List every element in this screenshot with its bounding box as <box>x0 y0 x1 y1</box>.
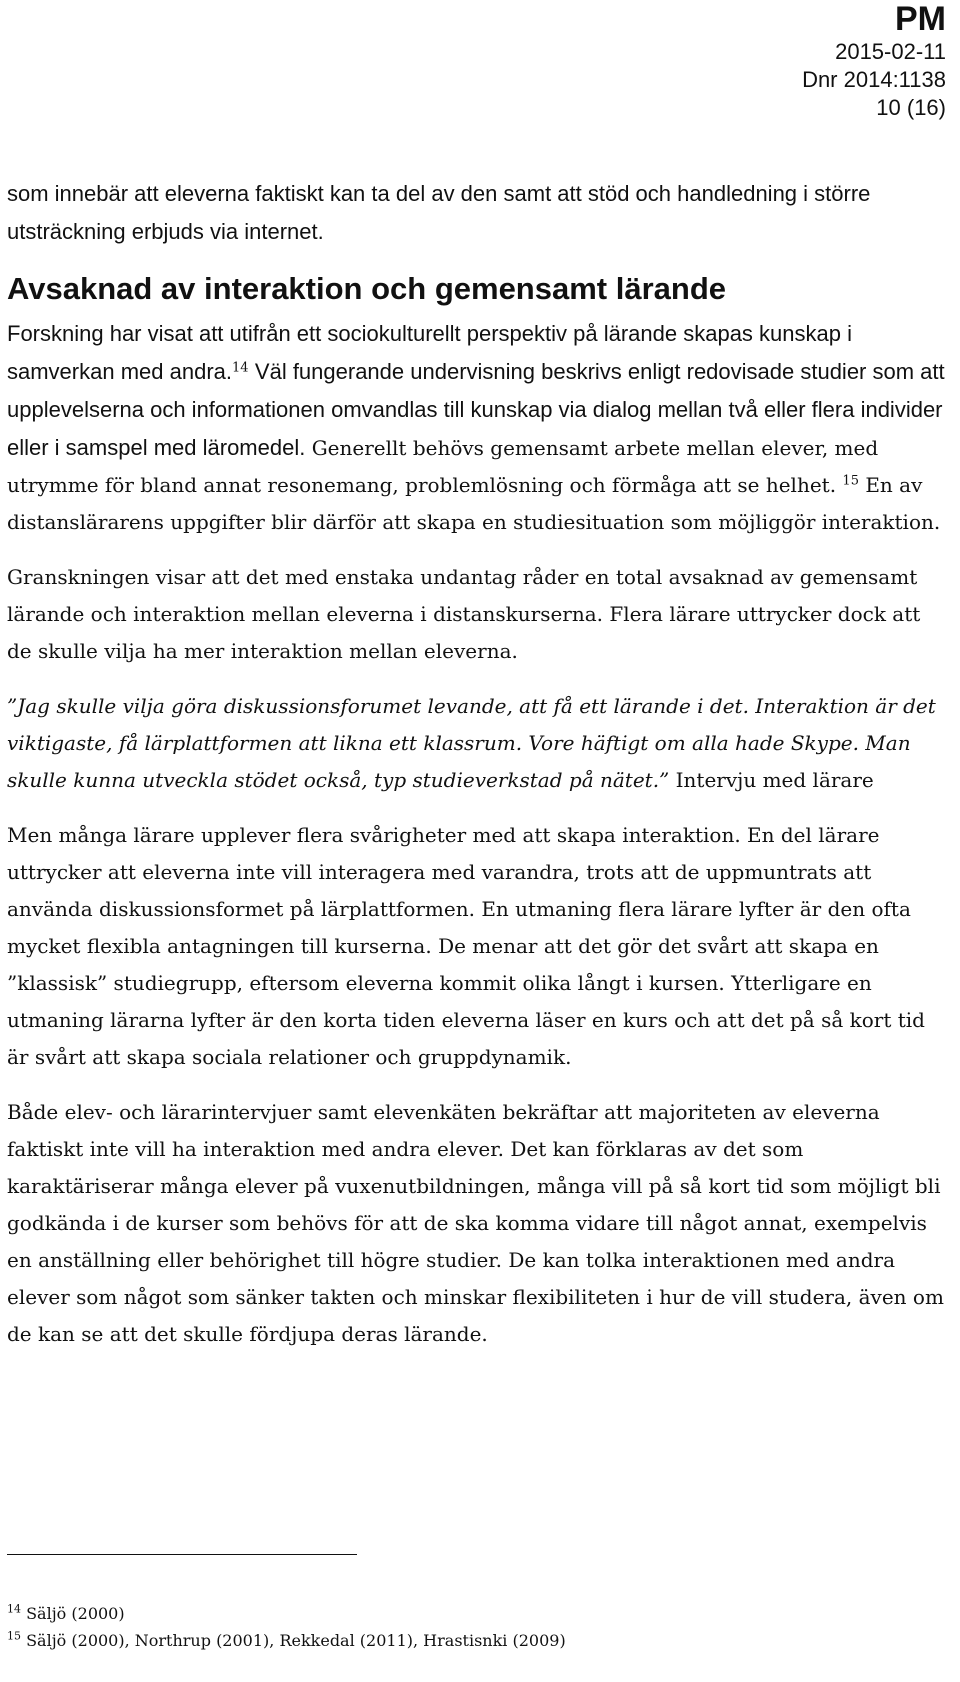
quote-source: Intervju med lärare <box>675 768 874 792</box>
paragraph-3: Men många lärare upplever flera svårigheter med att skapa interaktion. En del lärare uttrycker att eleverna inte vill interagera med varandra, trots att de uppmuntrats att använda diskussionsformet på lärplattformen. En utmaning flera lärare lyfter är den ofta mycket flexibla antagningen till kurserna. De menar att det gör det svårt att skapa en ”klassisk” studiegrupp, eftersom eleverna kommit olika långt i kursen. Ytterligare en utmaning lärarna lyfter är den korta tiden eleverna läser en kurs och att det på så kort tid är svårt att skapa sociala relationer och gruppdynamik. <box>7 823 925 1069</box>
org-logo: PM <box>895 0 946 38</box>
paragraph-1 <box>7 315 947 541</box>
document-dnr: Dnr 2014:1138 <box>802 67 946 92</box>
paragraph-4: Både elev- och lärarintervjuer samt elevenkäten bekräftar att majoriteten av eleverna faktiskt inte vill ha interaktion med andra elever. Det kan förklaras av det som karaktäriserar många elever på vuxenutbildningen, många vill på så kort tid som möjligt bli godkända i de kurser som behövs för att de ska komma vidare till något annat, exempelvis en anställning eller behörighet till högre studier. De kan tolka interaktionen med andra elever som något som sänker takten och minskar flexibiliteten i hur de vill studera, även om de kan se att det skulle fördjupa deras lärande. <box>7 1100 944 1346</box>
p1-mid: Väl fungerande undervisning beskrivs enligt redovisade studier som att upplevelserna och informationen omvandlas till kunskap via dialog mellan två eller flera individer eller i samspel med läromedel. <box>7 359 945 460</box>
footnote-text: Säljö (2000), Northrup (2001), Rekkedal (2011), Hrastisnki (2009) <box>26 1631 566 1650</box>
paragraph-2: Granskningen visar att det med enstaka undantag råder en total avsaknad av gemensamt lärande och interaktion mellan eleverna i distanskurserna. Flera lärare uttrycker dock att de skulle vilja ha mer interaktion mellan eleverna. <box>7 565 921 663</box>
footnotes <box>7 1600 566 1654</box>
page-number: 10 (16) <box>876 95 946 120</box>
intro-paragraph: som innebär att eleverna faktiskt kan ta del av den samt att stöd och handledning i större utsträckning erbjuds via internet. <box>7 181 871 244</box>
footnote-ref-14[interactable]: 14 <box>232 360 249 376</box>
p1-lead: Forskning har visat att utifrån ett sociokulturellt perspektiv på lärande skapas kunskap i samverkan med andra. <box>7 321 852 384</box>
footnote-divider <box>7 1554 357 1555</box>
footnote-14 <box>7 1600 566 1627</box>
main-content <box>7 175 947 1371</box>
document-date: 2015-02-11 <box>835 39 946 64</box>
section-heading: Avsaknad av interaktion och gemensamt lärande <box>7 271 726 306</box>
footnote-ref-15[interactable]: 15 <box>842 473 859 489</box>
quote-text: ”Jag skulle vilja göra diskussionsforumet levande, att få ett lärande i det. Interaktion är det viktigaste, få lärplattformen att likna ett klassrum. Vore häftigt om alla hade Skype. Man skulle kunna utveckla stödet också, typ studieverkstad på nätet.” <box>7 694 936 792</box>
footnote-text: Säljö (2000) <box>26 1604 125 1623</box>
p1-end: En av distanslärarens uppgifter blir därför att skapa en studiesituation som möjliggör interaktion. <box>7 473 941 534</box>
document-header <box>802 0 946 122</box>
p1-tail: Generellt behövs gemensamt arbete mellan elever, med utrymme för bland annat resonemang, problemlösning och förmåga att se helhet. <box>7 436 879 497</box>
footnote-15 <box>7 1627 566 1654</box>
interview-quote <box>7 688 947 799</box>
footnote-number: 15 <box>7 1629 21 1643</box>
footnote-number: 14 <box>7 1602 21 1616</box>
